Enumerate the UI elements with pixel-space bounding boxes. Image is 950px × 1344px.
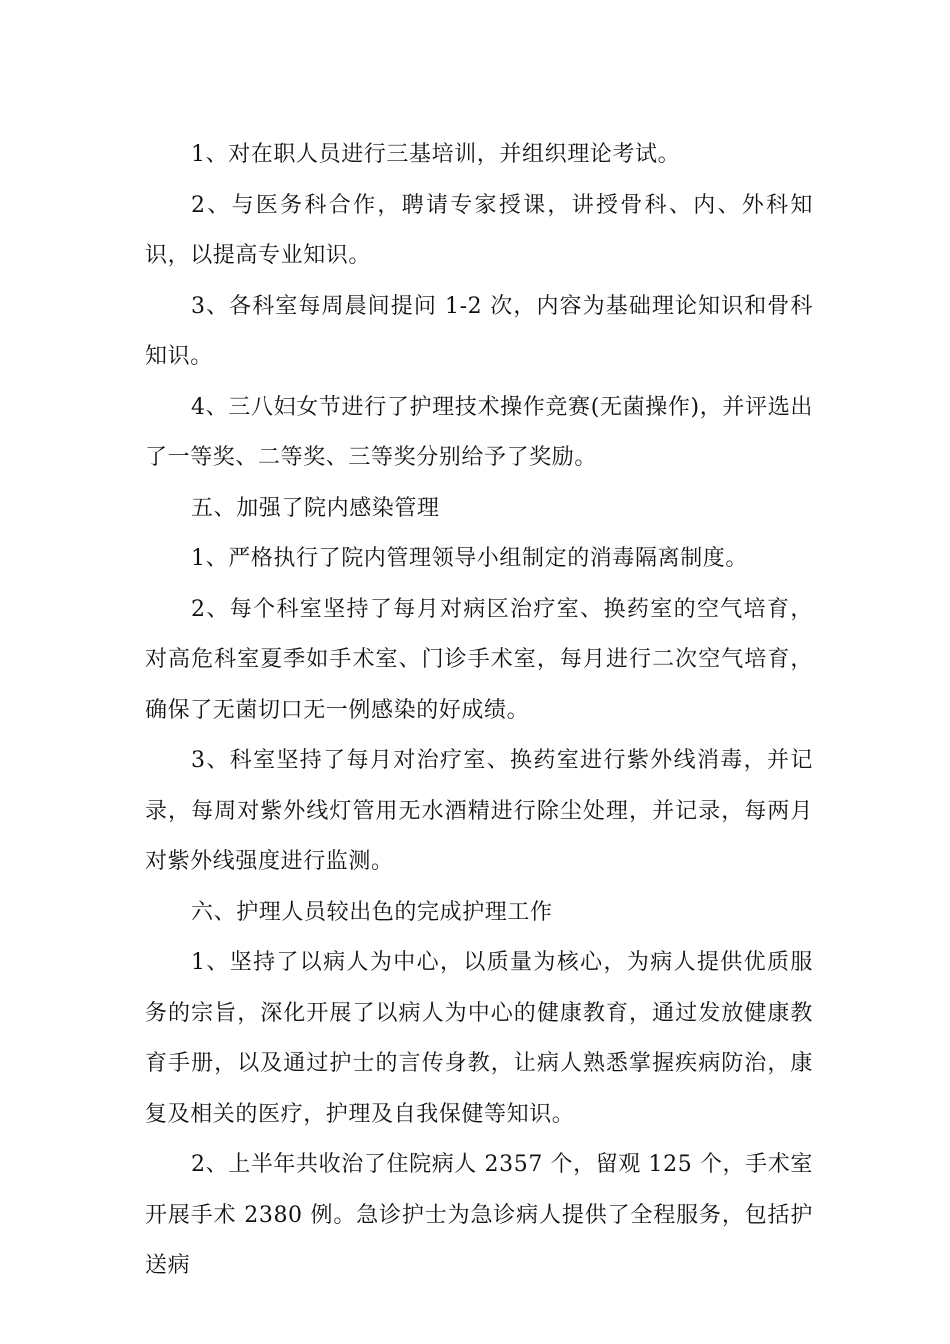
paragraph-expert-lectures: 2、与医务科合作，聘请专家授课，讲授骨科、内、外科知识，以提高专业知识。 — [145, 192, 813, 268]
section-heading-infection-control: 五、加强了院内感染管理 — [191, 495, 440, 521]
section-heading-nursing-work: 六、护理人员较出色的完成护理工作 — [191, 899, 553, 925]
paragraph-uv-disinfection: 3、科室坚持了每月对治疗室、换药室进行紫外线消毒，并记录，每周对紫外线灯管用无水酒精进行除尘处理，并记录，每两月对紫外线强度进行监测。 — [145, 748, 813, 874]
paragraph-training-exam: 1、对在职人员进行三基培训，并组织理论考试。 — [191, 142, 681, 167]
document-body — [145, 130, 813, 1292]
paragraph-admission-stats: 2、上半年共收治了住院病人 2357 个，留观 125 个，手术室开展手术 2380 例。急诊护士为急诊病人提供了全程服务，包括护送病 — [145, 1152, 813, 1278]
paragraph-air-culture: 2、每个科室坚持了每月对病区治疗室、换药室的空气培育，对高危科室夏季如手术室、门诊手术室，每月进行二次空气培育，确保了无菌切口无一例感染的好成绩。 — [145, 596, 813, 723]
paragraph-disinfection-rules: 1、严格执行了院内管理领导小组制定的消毒隔离制度。 — [191, 546, 748, 571]
paragraph-patient-centered: 1、坚持了以病人为中心，以质量为核心，为病人提供优质服务的宗旨，深化开展了以病人为中心的健康教育，通过发放健康教育手册，以及通过护士的言传身教，让病人熟悉掌握疾病防治，康复及相关的医疗，护理及自我保健等知识。 — [145, 950, 813, 1127]
paragraph-morning-questions: 3、各科室每周晨间提问 1-2 次，内容为基础理论知识和骨科知识。 — [145, 293, 813, 369]
paragraph-skills-competition: 4、三八妇女节进行了护理技术操作竞赛(无菌操作)，并评选出了一等奖、二等奖、三等奖分别给予了奖励。 — [145, 394, 813, 470]
